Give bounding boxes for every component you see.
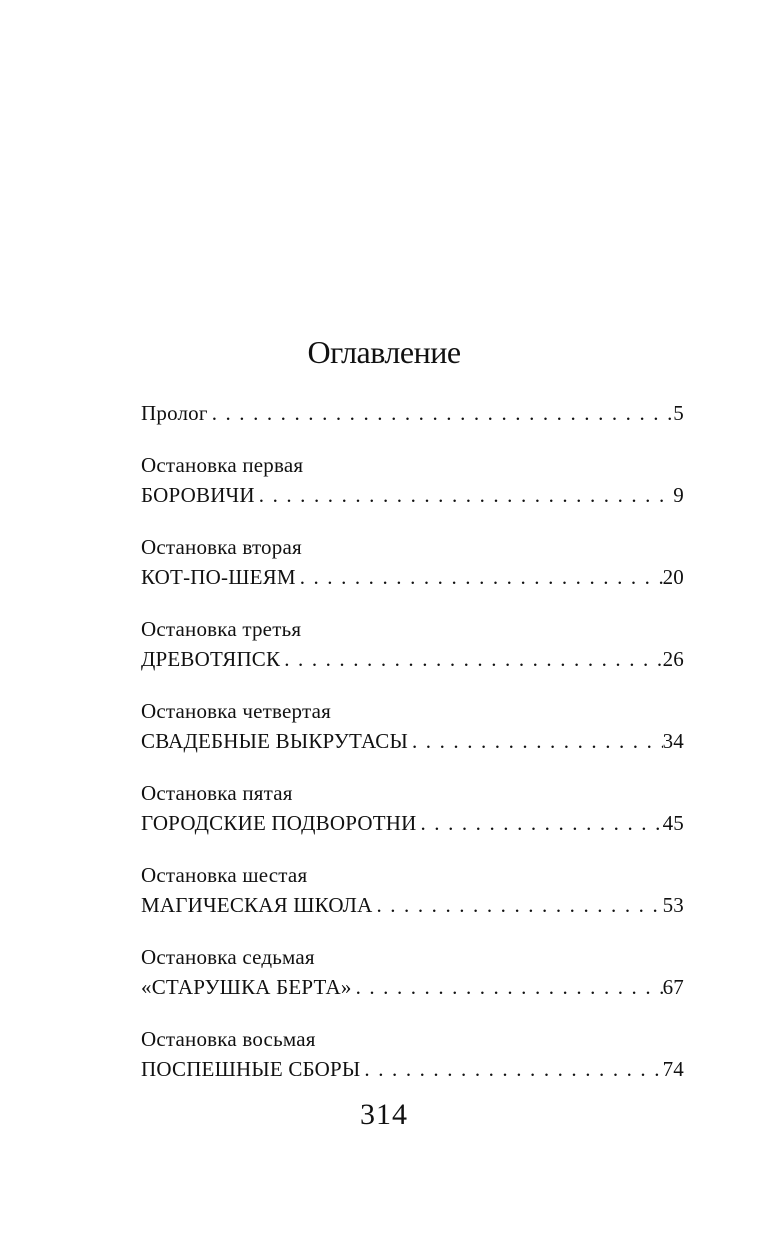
toc-entry-subtitle: Остановка шестая (141, 863, 308, 887)
dot-leader (284, 644, 662, 674)
toc-entry-prologue (141, 398, 684, 428)
toc-entry-chapter-1 (141, 450, 684, 510)
toc-entry-label: СВАДЕБНЫЕ ВЫКРУТАСЫ (141, 726, 412, 756)
dot-leader (376, 890, 662, 920)
toc-entry-page: 53 (662, 893, 684, 917)
toc-entry-subtitle: Остановка пятая (141, 781, 293, 805)
toc-entry-label: МАГИЧЕСКАЯ ШКОЛА (141, 890, 376, 920)
toc-entry-page: 45 (662, 811, 684, 835)
toc-entry-chapter-5 (141, 778, 684, 838)
toc-entry-page: 74 (662, 1057, 684, 1081)
dot-leader (420, 808, 662, 838)
toc-entry-page: 26 (662, 647, 684, 671)
toc-entry-chapter-6 (141, 860, 684, 920)
dot-leader (212, 398, 674, 428)
toc-entry-chapter-3 (141, 614, 684, 674)
toc-entry-subtitle: Остановка вторая (141, 535, 302, 559)
page-title: Оглавление (307, 334, 461, 370)
dot-leader (364, 1054, 662, 1084)
toc-entry-chapter-2 (141, 532, 684, 592)
toc-entry-page: 9 (673, 483, 684, 507)
toc-entry-page: 20 (662, 565, 684, 589)
toc-entry-chapter-8 (141, 1024, 684, 1084)
toc-entry-label: БОРОВИЧИ (141, 480, 259, 510)
toc-entry-subtitle: Остановка восьмая (141, 1027, 316, 1051)
toc-entry-chapter-4 (141, 696, 684, 756)
dot-leader (356, 972, 663, 1002)
toc-entry-label: ПОСПЕШНЫЕ СБОРЫ (141, 1054, 364, 1084)
toc-entry-label: Пролог (141, 398, 212, 428)
toc-entry-subtitle: Остановка четвертая (141, 699, 331, 723)
toc-entry-page: 67 (662, 975, 684, 999)
toc-entry-label: «СТАРУШКА БЕРТА» (141, 972, 356, 1002)
toc-entry-label: ГОРОДСКИЕ ПОДВОРОТНИ (141, 808, 420, 838)
toc-entry-subtitle: Остановка первая (141, 453, 304, 477)
toc-entry-subtitle: Остановка седьмая (141, 945, 315, 969)
toc-entry-page: 34 (662, 729, 684, 753)
dot-leader (412, 726, 663, 756)
toc-entry-label: КОТ-ПО-ШЕЯМ (141, 562, 300, 592)
table-of-contents (141, 398, 684, 1106)
dot-leader (259, 480, 674, 510)
page-number: 314 (360, 1098, 408, 1131)
toc-entry-label: ДРЕВОТЯПСК (141, 644, 284, 674)
toc-entry-page: 5 (673, 401, 684, 425)
dot-leader (300, 562, 663, 592)
toc-entry-chapter-7 (141, 942, 684, 1002)
toc-entry-subtitle: Остановка третья (141, 617, 302, 641)
